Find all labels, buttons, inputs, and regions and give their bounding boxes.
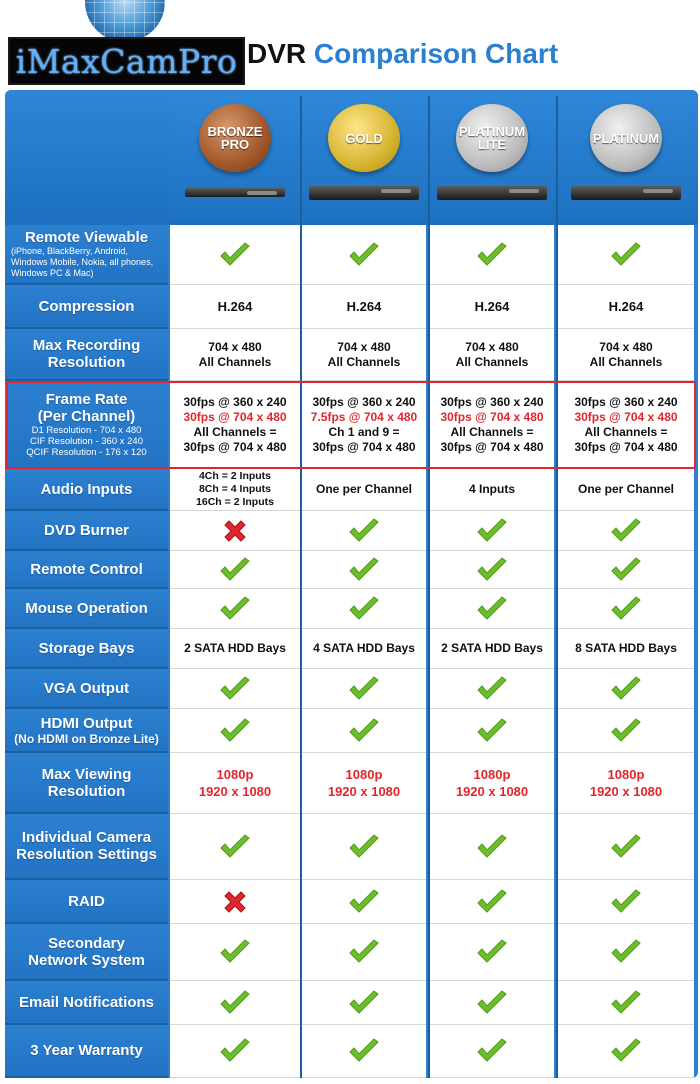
- table-cell: [558, 551, 694, 589]
- cell-text-group: [440, 395, 543, 455]
- check-icon: [218, 556, 252, 584]
- check-icon: [347, 517, 381, 545]
- check-icon: [475, 241, 509, 269]
- table-cell: [170, 285, 300, 329]
- check-icon: [609, 989, 643, 1017]
- check-icon: [609, 717, 643, 745]
- cell-line: 16Ch = 2 Inputs: [196, 496, 274, 508]
- row-label-text: VGA Output: [43, 679, 130, 697]
- table-cell: [558, 981, 694, 1025]
- table-cell: [170, 753, 300, 814]
- check-icon: [347, 241, 381, 269]
- check-icon: [347, 833, 381, 861]
- cell-line: 1080p: [473, 767, 511, 782]
- table-cell: [302, 285, 426, 329]
- table-cell: [430, 981, 554, 1025]
- row-label-text: HDMI Output: [40, 714, 133, 732]
- table-cell: [170, 225, 300, 285]
- check-icon: [475, 517, 509, 545]
- check-icon: [218, 241, 252, 269]
- product-header-2: [302, 96, 426, 221]
- cell-text: 2 SATA HDD Bays: [441, 641, 543, 655]
- row-label-note: Windows PC & Mac): [11, 268, 94, 278]
- check-icon: [475, 1037, 509, 1065]
- table-cell: [558, 511, 694, 551]
- row-label-text: Secondary Network System: [28, 934, 145, 969]
- cell-line: Ch 1 and 9 =: [328, 424, 400, 439]
- check-icon: [475, 675, 509, 703]
- badge-label: GOLD: [345, 130, 383, 146]
- x-icon: [222, 889, 248, 915]
- table-cell: [430, 814, 554, 880]
- table-cell: [430, 924, 554, 981]
- cell-line: All Channels: [589, 354, 663, 369]
- table-cell: [430, 469, 554, 511]
- row-label-text: RAID: [68, 892, 105, 910]
- cell-text-group: [590, 766, 662, 800]
- check-icon: [347, 888, 381, 916]
- cell-line: 704 x 480: [599, 339, 653, 354]
- cell-text: H.264: [346, 299, 382, 314]
- cell-line: 1920 x 1080: [455, 784, 529, 799]
- cell-line: 7.5fps @ 704 x 480: [310, 409, 418, 424]
- row-label: [5, 814, 168, 880]
- cell-text-group: [311, 395, 417, 455]
- row-label: [5, 381, 168, 469]
- cell-text: 8 SATA HDD Bays: [575, 641, 677, 655]
- table-cell: [558, 814, 694, 880]
- table-cell: [430, 753, 554, 814]
- check-icon: [609, 556, 643, 584]
- table-cell: [170, 469, 300, 511]
- table-cell: [302, 381, 426, 469]
- table-cell: [430, 381, 554, 469]
- cell-line: 1920 x 1080: [198, 784, 272, 799]
- globe-icon: [85, 0, 165, 42]
- dvr-unit-image: [309, 186, 419, 200]
- cell-line: 1920 x 1080: [589, 784, 663, 799]
- row-label: [5, 589, 168, 629]
- cell-text-group: [183, 395, 286, 455]
- badge-sublabel: LITE: [477, 137, 507, 152]
- check-icon: [475, 717, 509, 745]
- table-cell: [430, 629, 554, 669]
- check-icon: [347, 675, 381, 703]
- check-icon: [218, 989, 252, 1017]
- cell-text: One per Channel: [315, 482, 413, 496]
- cell-text-group: [456, 766, 528, 800]
- check-icon: [609, 1037, 643, 1065]
- row-label: [5, 225, 168, 285]
- cell-text-group: [199, 766, 271, 800]
- table-cell: [558, 381, 694, 469]
- check-icon: [475, 556, 509, 584]
- cell-text-group: [590, 340, 663, 370]
- table-cell: [430, 329, 554, 381]
- cell-text: 2 SATA HDD Bays: [184, 641, 286, 655]
- check-icon: [475, 595, 509, 623]
- check-icon: [347, 1037, 381, 1065]
- check-icon: [218, 1037, 252, 1065]
- row-label-text: Individual Camera Resolution Settings: [16, 829, 157, 863]
- cell-line: 30fps @ 360 x 240: [183, 394, 287, 409]
- table-cell: [430, 225, 554, 285]
- cell-line: 704 x 480: [337, 339, 391, 354]
- row-label-note: CIF Resolution - 360 x 240: [29, 435, 143, 447]
- cell-line: 1920 x 1080: [327, 784, 401, 799]
- check-icon: [218, 595, 252, 623]
- check-icon: [609, 517, 643, 545]
- cell-line: All Channels =: [450, 424, 534, 439]
- product-header-3: [430, 96, 554, 221]
- row-label: [5, 285, 168, 329]
- table-cell: [170, 880, 300, 924]
- table-cell: [558, 589, 694, 629]
- cell-line: 30fps @ 360 x 240: [312, 394, 416, 409]
- table-cell: [170, 551, 300, 589]
- row-label: [5, 629, 168, 669]
- cell-line: 1080p: [216, 767, 254, 782]
- table-cell: [302, 709, 426, 753]
- row-label: [5, 880, 168, 924]
- table-cell: [302, 469, 426, 511]
- table-cell: [170, 814, 300, 880]
- table-cell: [430, 709, 554, 753]
- check-icon: [609, 241, 643, 269]
- row-label-text: Mouse Operation: [25, 599, 148, 617]
- row-label-note: QCIF Resolution - 176 x 120: [26, 446, 147, 458]
- check-icon: [347, 595, 381, 623]
- row-label: [5, 1025, 168, 1078]
- table-cell: [558, 924, 694, 981]
- cell-text-group: [574, 395, 677, 455]
- gold-badge: [328, 104, 400, 172]
- cell-line: 1080p: [607, 767, 645, 782]
- check-icon: [475, 888, 509, 916]
- cell-line: 704 x 480: [465, 339, 519, 354]
- cell-line: 30fps @ 704 x 480: [183, 409, 287, 424]
- table-cell: [302, 589, 426, 629]
- row-label-note: Windows Mobile, Nokia, all phones,: [11, 257, 154, 267]
- cell-text: H.264: [608, 299, 644, 314]
- table-cell: [558, 753, 694, 814]
- cell-text: H.264: [474, 299, 510, 314]
- table-cell: [302, 880, 426, 924]
- table-cell: [170, 669, 300, 709]
- table-cell: [302, 669, 426, 709]
- column-divider: [428, 96, 430, 1078]
- table-cell: [430, 1025, 554, 1078]
- dvr-unit-image: [185, 188, 285, 197]
- table-cell: [302, 924, 426, 981]
- table-cell: [302, 511, 426, 551]
- row-label: [5, 329, 168, 381]
- cell-line: 30fps @ 704 x 480: [183, 439, 287, 454]
- row-label: [5, 709, 168, 753]
- badge-label: BRONZE: [207, 124, 263, 139]
- check-icon: [347, 989, 381, 1017]
- badge-label: PLATINUM: [458, 124, 526, 139]
- cell-line: All Channels =: [193, 424, 277, 439]
- row-label-text: Remote Control: [30, 560, 143, 578]
- cell-text: H.264: [217, 299, 253, 314]
- check-icon: [609, 833, 643, 861]
- row-label: [5, 551, 168, 589]
- cell-line: All Channels: [455, 354, 529, 369]
- row-label-text: Max Viewing Resolution: [41, 765, 132, 800]
- row-label: [5, 753, 168, 814]
- cell-line: 30fps @ 704 x 480: [440, 439, 544, 454]
- cell-text-group: [196, 470, 274, 509]
- check-icon: [475, 938, 509, 966]
- bronze-badge: [199, 104, 271, 172]
- table-cell: [430, 669, 554, 709]
- row-label: [5, 511, 168, 551]
- row-label-text: Email Notifications: [18, 993, 155, 1011]
- title-dvr: DVR: [247, 38, 307, 69]
- cell-text: 4 SATA HDD Bays: [313, 641, 415, 655]
- row-label-text: Remote Viewable: [24, 229, 149, 246]
- cell-text-group: [328, 766, 400, 800]
- row-label: [5, 924, 168, 981]
- check-icon: [475, 989, 509, 1017]
- logo[interactable]: [8, 37, 245, 85]
- row-label-text: Compression: [38, 297, 135, 315]
- check-icon: [475, 833, 509, 861]
- table-cell: [170, 981, 300, 1025]
- table-cell: [170, 589, 300, 629]
- table-cell: [558, 469, 694, 511]
- cell-line: 1080p: [345, 767, 383, 782]
- cell-text-group: [328, 340, 401, 370]
- check-icon: [347, 717, 381, 745]
- table-cell: [302, 551, 426, 589]
- table-cell: [558, 669, 694, 709]
- row-label-text: Max Recording Resolution: [32, 337, 141, 371]
- table-cell: [558, 285, 694, 329]
- check-icon: [609, 595, 643, 623]
- badge-sublabel: PRO: [220, 137, 250, 152]
- row-label-note: D1 Resolution - 704 x 480: [31, 424, 142, 436]
- cell-text: One per Channel: [577, 482, 675, 496]
- table-cell: [302, 629, 426, 669]
- table-cell: [558, 629, 694, 669]
- table-cell: [170, 381, 300, 469]
- table-cell: [170, 1025, 300, 1078]
- cell-line: 30fps @ 704 x 480: [440, 409, 544, 424]
- table-cell: [430, 589, 554, 629]
- cell-line: 8Ch = 4 Inputs: [198, 483, 272, 495]
- table-cell: [170, 629, 300, 669]
- header: [0, 0, 700, 92]
- table-cell: [430, 285, 554, 329]
- column-divider: [556, 96, 558, 1078]
- product-header-4: [558, 96, 694, 221]
- row-label-text: Frame Rate (Per Channel): [37, 390, 136, 425]
- check-icon: [218, 675, 252, 703]
- cell-line: 704 x 480: [208, 339, 262, 354]
- table-cell: [302, 814, 426, 880]
- cell-line: 30fps @ 704 x 480: [312, 439, 416, 454]
- check-icon: [218, 717, 252, 745]
- dvr-unit-image: [571, 186, 681, 200]
- cell-text-group: [456, 340, 529, 370]
- row-label-note: (No HDMI on Bronze Lite): [14, 731, 159, 746]
- badge-label: PLATINUM: [592, 130, 660, 146]
- cell-line: 30fps @ 704 x 480: [574, 439, 678, 454]
- dvr-unit-image: [437, 186, 547, 200]
- table-cell: [558, 709, 694, 753]
- table-cell: [302, 329, 426, 381]
- product-header-1: [170, 96, 300, 221]
- cell-line: All Channels =: [584, 424, 668, 439]
- table-cell: [302, 753, 426, 814]
- cell-line: All Channels: [327, 354, 401, 369]
- x-icon: [222, 518, 248, 544]
- check-icon: [218, 833, 252, 861]
- row-label-text: 3 Year Warranty: [30, 1042, 143, 1059]
- table-cell: [558, 225, 694, 285]
- row-label: [5, 981, 168, 1025]
- cell-line: 30fps @ 360 x 240: [574, 394, 678, 409]
- row-label-text: DVD Burner: [43, 521, 129, 539]
- table-cell: [170, 511, 300, 551]
- cell-line: All Channels: [198, 354, 272, 369]
- check-icon: [609, 938, 643, 966]
- check-icon: [347, 556, 381, 584]
- title-rest: Comparison Chart: [313, 38, 559, 69]
- cell-line: 4Ch = 2 Inputs: [198, 470, 272, 482]
- cell-line: 30fps @ 360 x 240: [440, 394, 544, 409]
- cell-text-group: [199, 340, 272, 370]
- check-icon: [609, 675, 643, 703]
- row-label-text: Audio Inputs: [40, 480, 133, 498]
- table-cell: [170, 924, 300, 981]
- check-icon: [347, 938, 381, 966]
- row-label-note: (iPhone, BlackBerry, Android,: [11, 246, 128, 256]
- logo-text: iMaxCamPro: [15, 41, 238, 81]
- table-cell: [430, 511, 554, 551]
- table-cell: [302, 981, 426, 1025]
- cell-line: 30fps @ 704 x 480: [574, 409, 678, 424]
- check-icon: [218, 938, 252, 966]
- table-cell: [430, 880, 554, 924]
- column-divider: [300, 96, 302, 1078]
- platinum-badge: [456, 104, 528, 172]
- table-cell: [302, 1025, 426, 1078]
- table-cell: [302, 225, 426, 285]
- table-cell: [430, 551, 554, 589]
- page-title: [247, 38, 558, 70]
- table-cell: [558, 880, 694, 924]
- table-cell: [170, 329, 300, 381]
- check-icon: [609, 888, 643, 916]
- cell-text: 4 Inputs: [468, 482, 515, 496]
- table-cell: [558, 329, 694, 381]
- table-cell: [558, 1025, 694, 1078]
- row-label: [5, 669, 168, 709]
- platinum-badge: [590, 104, 662, 172]
- table-cell: [170, 709, 300, 753]
- row-label-text: Storage Bays: [38, 639, 135, 657]
- row-label: [5, 469, 168, 511]
